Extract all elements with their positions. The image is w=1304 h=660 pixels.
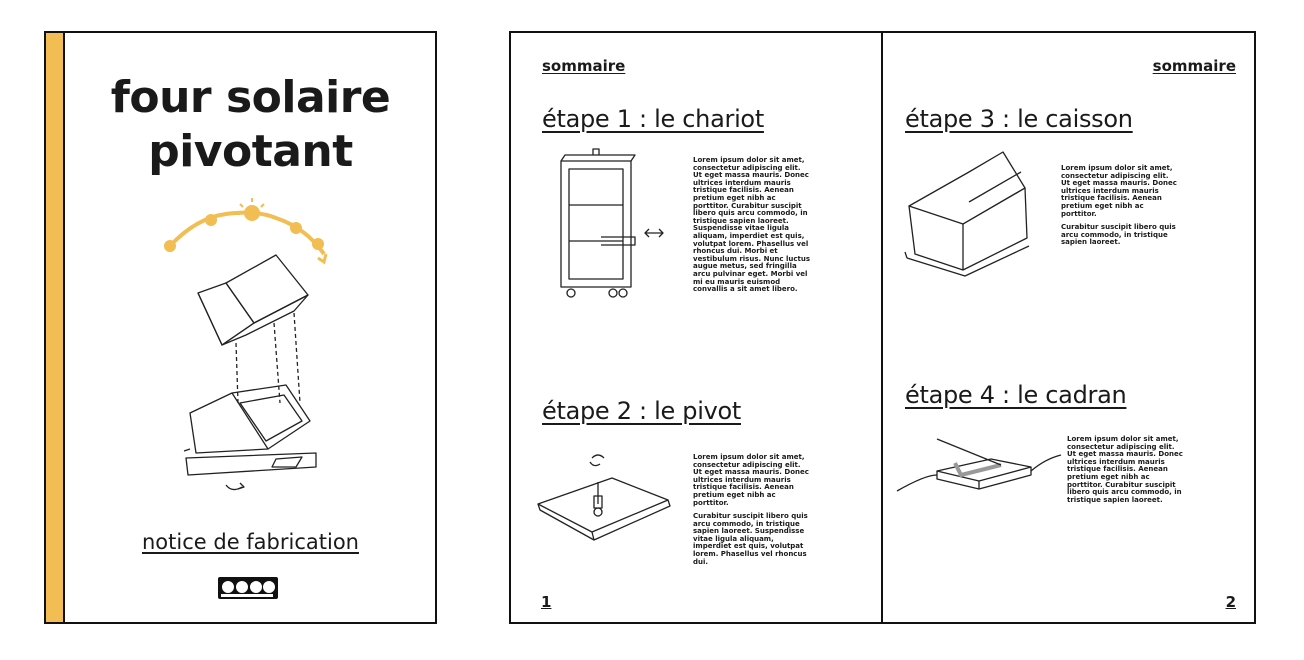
cover-accent-band (46, 33, 65, 622)
cover-title-line1: four solaire (110, 72, 391, 123)
cover-title-line2: pivotant (148, 126, 353, 177)
toc-link-right[interactable]: sommaire (1152, 57, 1236, 75)
pivot-illustration (536, 448, 676, 558)
page-2 (881, 31, 1256, 624)
step-4-text: Lorem ipsum dolor sit amet, consectetur adipiscing elit. Ut eget massa mauris. Donec ultrices interdum mauris tristique facilisis. Aenean pretium eget nibh ac porttitor. Curabitur suscipit libero quis arcu commodo, in tristique sapien laoreet. (1067, 435, 1183, 504)
step-4-heading: étape 4 : le cadran (905, 381, 1127, 409)
cart-illustration (551, 153, 681, 303)
cc-by-nc-sa-icon (218, 577, 278, 599)
step-1-text: Lorem ipsum dolor sit amet, consectetur adipiscing elit. Ut eget massa mauris. Donec ultrices interdum mauris tristique facilisis. Aenean pretium eget nibh ac porttitor. Curabitur suscipit libero quis arcu commodo, in tristique sapien laoreet. Suspendisse vitae ligula aliquam, imperdiet est quis, volutpat lorem. Phasellus vel rhoncus dui. Morbi et vestibulum risus. Nunc luctus augue metus, sed fringilla arcu pulvinar eget. Morbi vel mi eu mauris euismod convallis a sit amet libero. (693, 156, 811, 294)
page-1 (509, 31, 883, 624)
step-3-text-2: Curabitur suscipit libero quis arcu commodo, in tristique sapien laoreet. (1061, 223, 1176, 247)
cover-title (66, 71, 435, 179)
step-2-text: Lorem ipsum dolor sit amet, consectetur adipiscing elit. Ut eget massa mauris. Donec ultrices interdum mauris tristique facilisis. Aenean pretium eget nibh ac porttitor. (693, 453, 809, 507)
step-2-heading: étape 2 : le pivot (542, 397, 741, 425)
step-1-heading: étape 1 : le chariot (542, 105, 764, 133)
step-3-heading: étape 3 : le caisson (905, 105, 1133, 133)
page-number-2: 2 (1225, 593, 1236, 611)
solar-oven-illustration (176, 253, 326, 513)
dial-illustration (895, 433, 1065, 503)
cover-subtitle: notice de fabrication (142, 530, 359, 554)
toc-link[interactable]: sommaire (542, 57, 626, 75)
box-illustration (905, 148, 1035, 278)
step-3-text: Lorem ipsum dolor sit amet, consectetur adipiscing elit. Ut eget massa mauris. Donec ultrices interdum mauris tristique facilisis. Aenean pretium eget nibh ac porttitor. (1061, 164, 1177, 218)
step-2-text-2: Curabitur suscipit libero quis arcu commodo, in tristique sapien laoreet. Suspendisse vitae ligula aliquam, imperdiet est quis, volutpat lorem. Phasellus vel rhoncus dui. (693, 512, 808, 566)
cover-page (44, 31, 437, 624)
page-number-1: 1 (541, 593, 552, 611)
